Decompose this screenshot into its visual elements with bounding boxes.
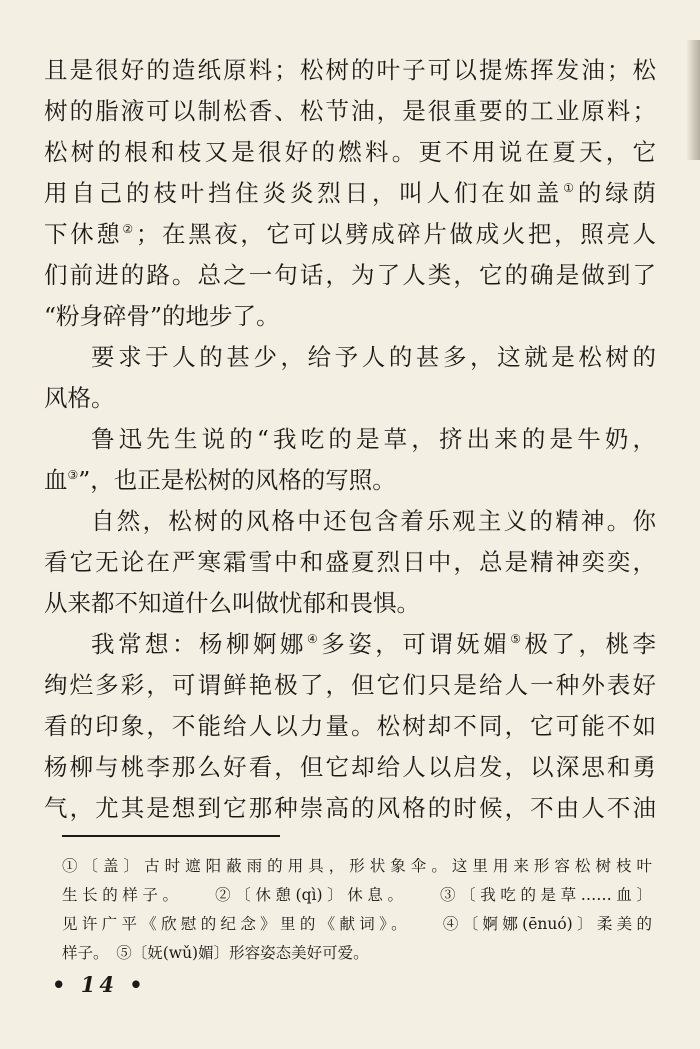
text-line xyxy=(44,460,656,501)
text-line: 气，尤其是想到它那种崇高的风格的时候，不由人不油 xyxy=(44,794,656,822)
text-line: 们前进的路。总之一句话，为了人类，它的确是做到了 xyxy=(44,261,656,289)
footnote-divider xyxy=(62,835,280,837)
page-edge-shadow xyxy=(686,40,700,160)
text-line: 自然，松树的风格中还包含着乐观主义的精神。你 xyxy=(91,507,656,535)
text-line: 绚烂多彩，可谓鲜艳极了，但它们只是给人一种外表好 xyxy=(44,671,656,699)
footnote-mark: ④ xyxy=(307,632,322,646)
footnote-mark: ① xyxy=(563,181,578,195)
text-line: 看的印象，不能给人以力量。松树却不同，它可能不如 xyxy=(44,712,656,740)
text-line xyxy=(44,214,656,255)
footnotes xyxy=(62,852,652,968)
text-line: “粉身碎骨”的地步了。 xyxy=(44,302,280,330)
footnote-line: 样子。 ⑤〔妩(wǔ)媚〕形容姿态美好可爱。 xyxy=(62,944,369,962)
text-fragment: 极了，桃李 xyxy=(524,630,657,658)
text-fragment: 血 xyxy=(44,466,68,494)
footnote-line: 见许广平《欣慰的纪念》里的《献词》。 ④〔婀娜(ēnuó)〕柔美的 xyxy=(62,915,652,933)
text-fragment: 下休憩 xyxy=(44,220,123,248)
text-line: 树的脂液可以制松香、松节油，是很重要的工业原料； xyxy=(44,97,656,125)
text-fragment: 用自己的枝叶挡住炎炎烈日，叫人们在如盖 xyxy=(44,179,564,207)
text-fragment: ”，也正是松树的风格的写照。 xyxy=(78,466,396,494)
footnote-mark: ③ xyxy=(67,468,79,482)
text-line xyxy=(44,173,656,214)
footnote-line: ①〔盖〕古时遮阳蔽雨的用具，形状象伞。这里用来形容松树枝叶 xyxy=(62,857,652,875)
text-line: 风格。 xyxy=(44,384,115,412)
text-fragment: 我常想：杨柳婀娜 xyxy=(91,630,307,658)
text-line: 鲁迅先生说的“我吃的是草，挤出来的是牛奶， xyxy=(91,425,656,453)
footnote-mark: ② xyxy=(122,222,136,236)
text-fragment: 的绿荫 xyxy=(577,179,657,207)
text-line: 且是很好的造纸原料；松树的叶子可以提炼挥发油；松 xyxy=(44,56,656,84)
page-number: • 14 • xyxy=(52,972,147,997)
text-line: 松树的根和枝又是很好的燃料。更不用说在夏天，它 xyxy=(44,138,656,166)
text-line: 从来都不知道什么叫做忧郁和畏惧。 xyxy=(44,589,420,617)
text-line: 杨柳与桃李那么好看，但它却给人以启发，以深思和勇 xyxy=(44,753,656,781)
footnote-line: 生长的样子。 ②〔休憩(qì)〕休息。 ③〔我吃的是草……血〕 xyxy=(62,886,652,904)
text-fragment: 多姿，可谓妩媚 xyxy=(321,630,511,658)
text-line: 看它无论在严寒霜雪中和盛夏烈日中，总是精神奕奕， xyxy=(44,548,656,576)
text-fragment: ；在黑夜，它可以劈成碎片做成火把，照亮人 xyxy=(135,220,656,248)
text-line xyxy=(44,624,656,665)
text-line: 要求于人的甚少，给予人的甚多，这就是松树的 xyxy=(91,343,656,371)
body-text xyxy=(44,50,656,829)
footnote-mark: ⑤ xyxy=(510,632,525,646)
